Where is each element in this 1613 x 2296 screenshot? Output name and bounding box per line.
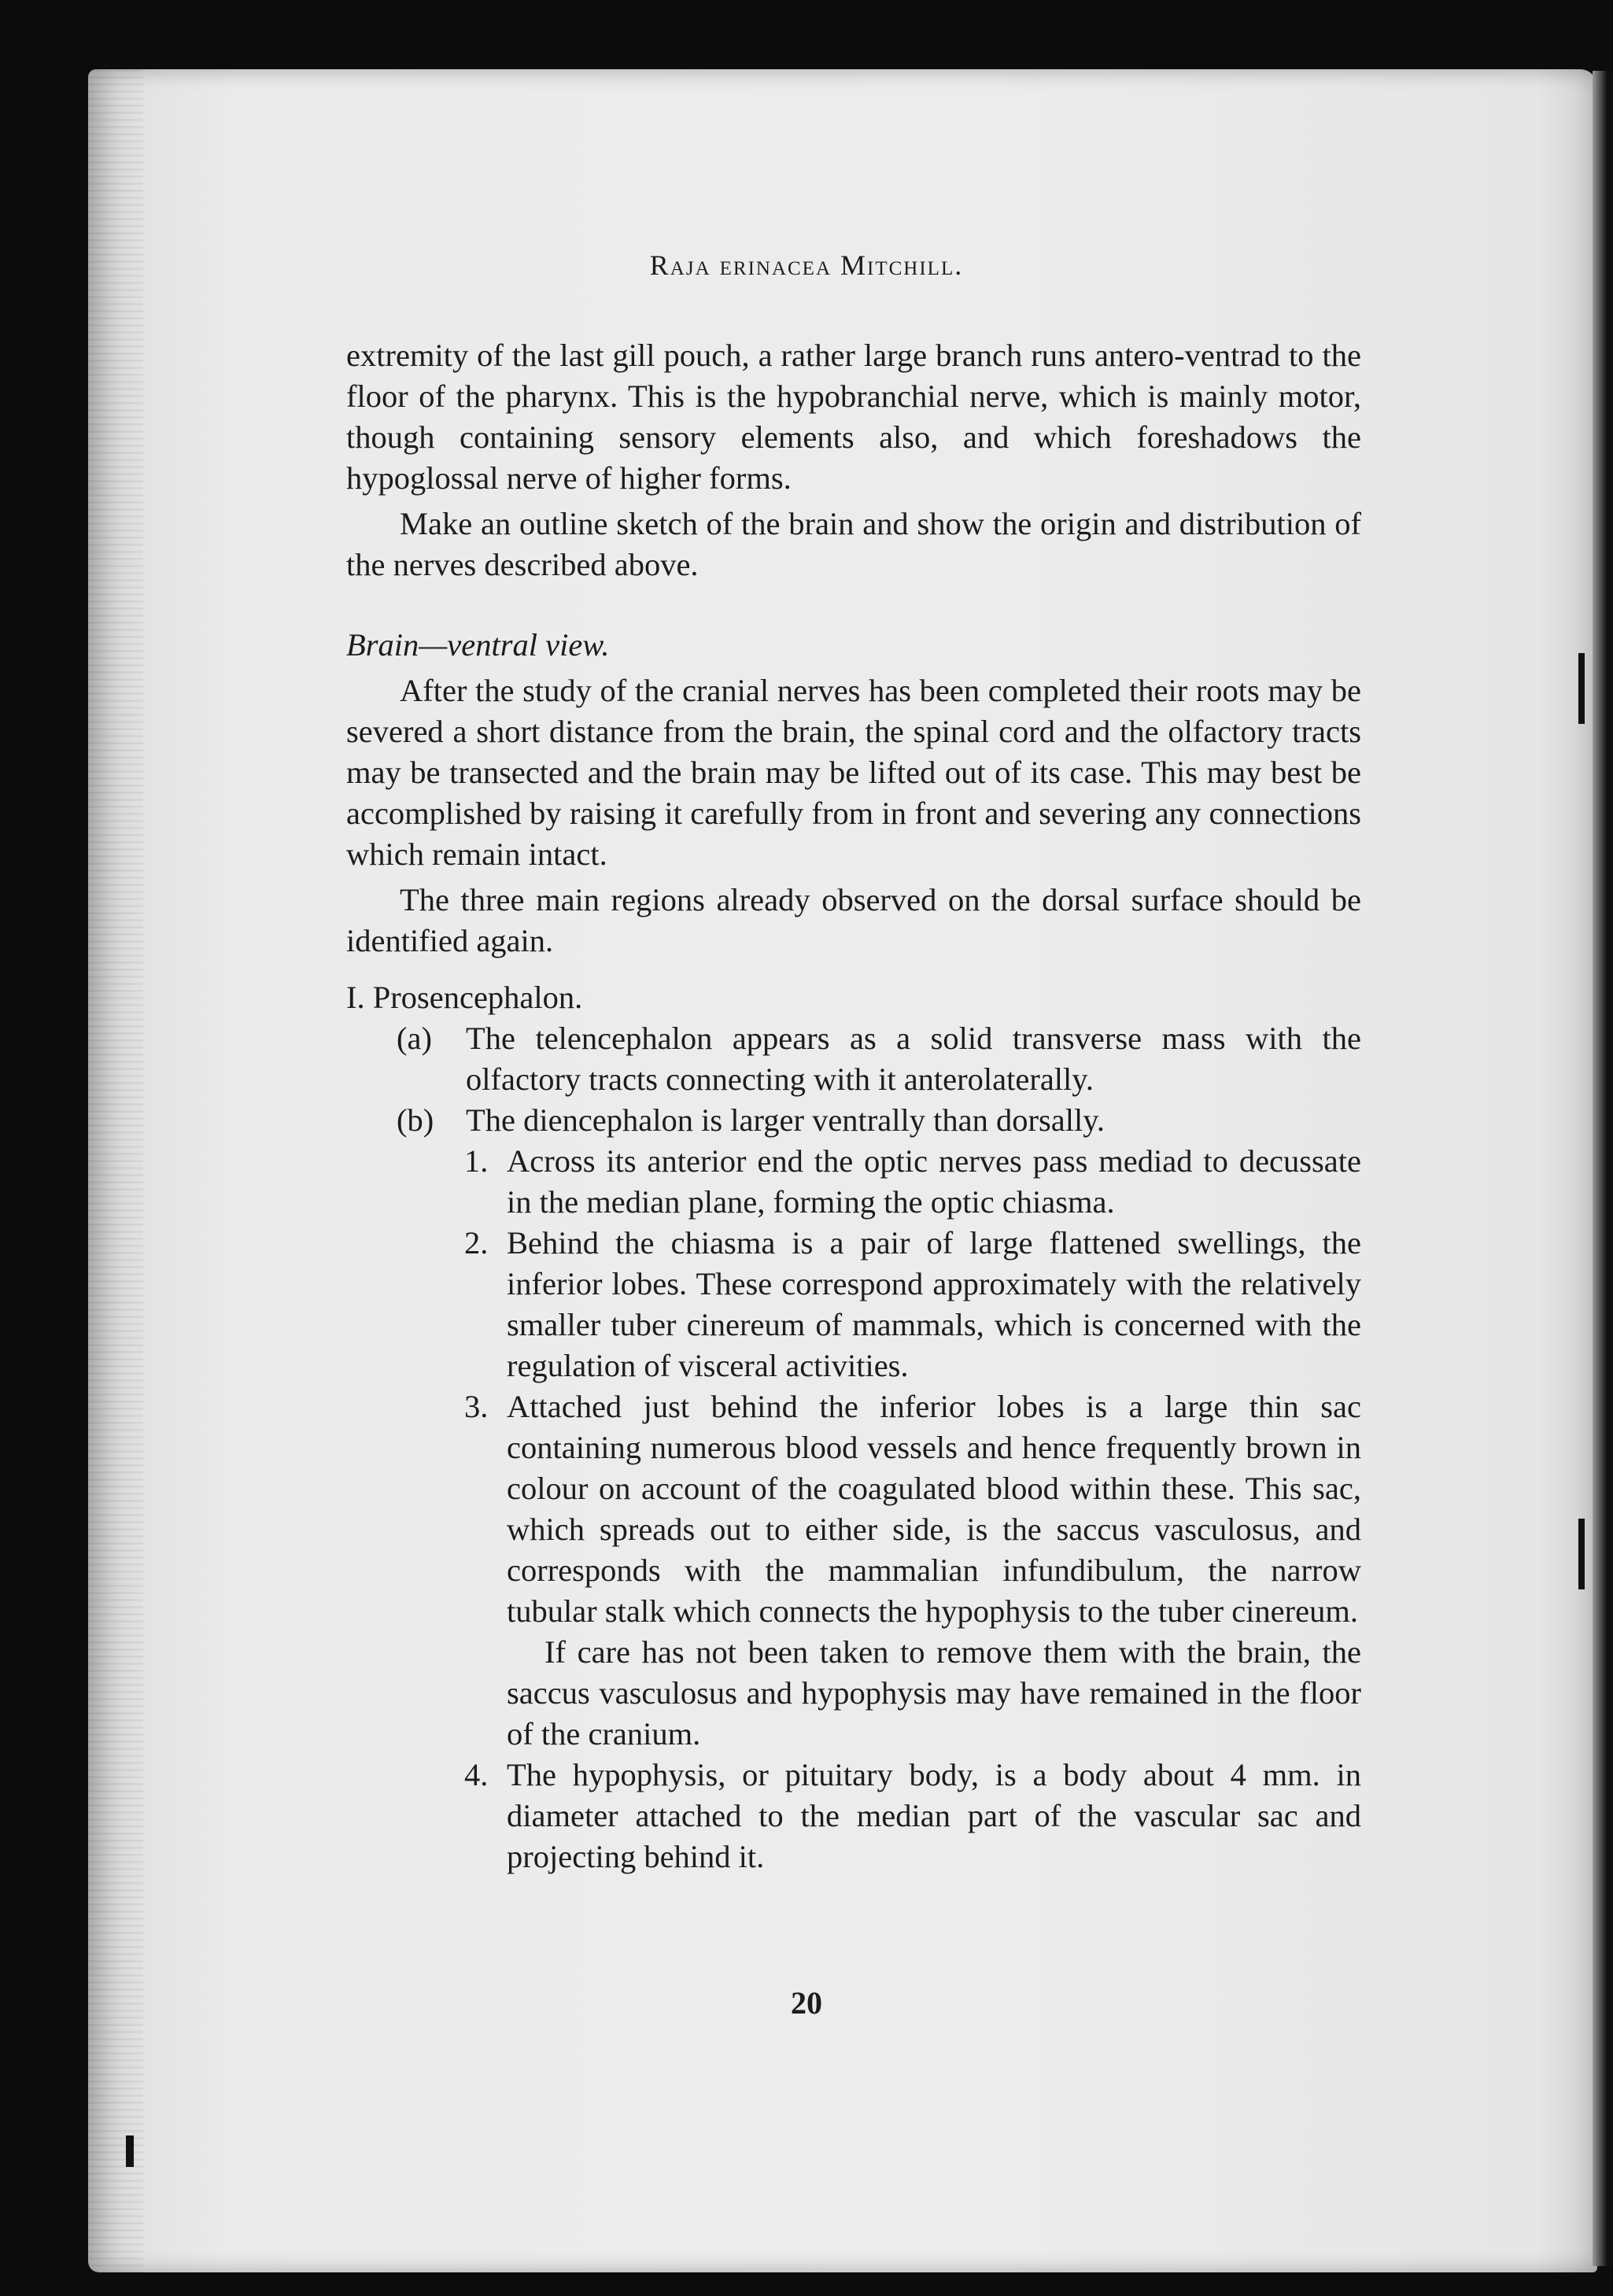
paragraph: Make an outline sketch of the brain and show the origin and distribution of the nerves described above.	[346, 506, 1361, 582]
list-label: (a)	[397, 1021, 432, 1056]
numbered-item-4	[346, 1755, 1361, 1877]
subheading-prosencephalon: I. Prosencephalon.	[346, 980, 583, 1015]
list-label: (b)	[397, 1102, 434, 1138]
numbered-item-3	[346, 1386, 1361, 1632]
numbered-item-2	[346, 1223, 1361, 1386]
margin-mark	[1578, 1519, 1585, 1589]
margin-mark	[1578, 653, 1585, 724]
list-label: 3.	[464, 1389, 489, 1424]
list-item-text: Behind the chiasma is a pair of large flattened swellings, the inferior lobes. These correspond approximately with the relatively smaller tuber cinereum of mammals, which is concerned with the regulation of visceral activities.	[507, 1225, 1361, 1383]
section-heading: Brain—ventral view.	[346, 627, 610, 663]
page-edge-shadow	[1593, 71, 1613, 2266]
list-item-text: Across its anterior end the optic nerves pass mediad to decussate in the median plane, forming the optic chiasma.	[507, 1143, 1361, 1220]
paragraph-continued: extremity of the last gill pouch, a rather large branch runs antero-ventrad to the floor of the pharynx. This is the hypobranchial nerve, which is mainly motor, though containing sensory elements also, and which foreshadows the hypoglossal nerve of higher forms.	[346, 338, 1361, 496]
numbered-item-1	[346, 1141, 1361, 1223]
list-item-text: The diencephalon is larger ventrally than dorsally.	[466, 1102, 1105, 1138]
numbered-item-3-continuation: If care has not been taken to remove them with the brain, the saccus vasculosus and hypophysis may have remained in the floor of the cranium.	[507, 1634, 1361, 1752]
list-label: 2.	[464, 1225, 489, 1261]
paragraph: After the study of the cranial nerves has been completed their roots may be severed a short distance from the brain, the spinal cord and the olfactory tracts may be transected and the brain may be lifted out of its case. This may best be accomplished by raising it carefully from in front and severing any connections which remain intact.	[346, 673, 1361, 872]
paragraph: The three main regions already observed on the dorsal surface should be identified again.	[346, 882, 1361, 958]
page-binding-gutter	[88, 69, 143, 2272]
running-head: Raja erinacea Mitchill.	[649, 249, 964, 281]
list-item-b	[346, 1100, 1361, 1141]
list-label: 1.	[464, 1143, 489, 1179]
page-number: 20	[791, 1985, 822, 2021]
body-text	[346, 249, 1361, 1877]
list-item-text: Attached just behind the inferior lobes is a large thin sac containing numerous blood vessels and hence frequently brown in colour on account of the coagulated blood within these. This sac, which spreads out to either side, is the saccus vasculosus, and corresponds with the mammalian infundibulum, the narrow tubular stalk which connects the hypophysis to the tuber cinereum.	[507, 1389, 1361, 1629]
margin-mark	[126, 2135, 134, 2167]
list-label: 4.	[464, 1757, 489, 1792]
list-item-a	[346, 1018, 1361, 1100]
list-item-text: The telencephalon appears as a solid transverse mass with the olfactory tracts connecting with it anterolaterally.	[466, 1021, 1361, 1097]
list-item-text: The hypophysis, or pituitary body, is a body about 4 mm. in diameter attached to the median part of the vascular sac and projecting behind it.	[507, 1757, 1361, 1874]
